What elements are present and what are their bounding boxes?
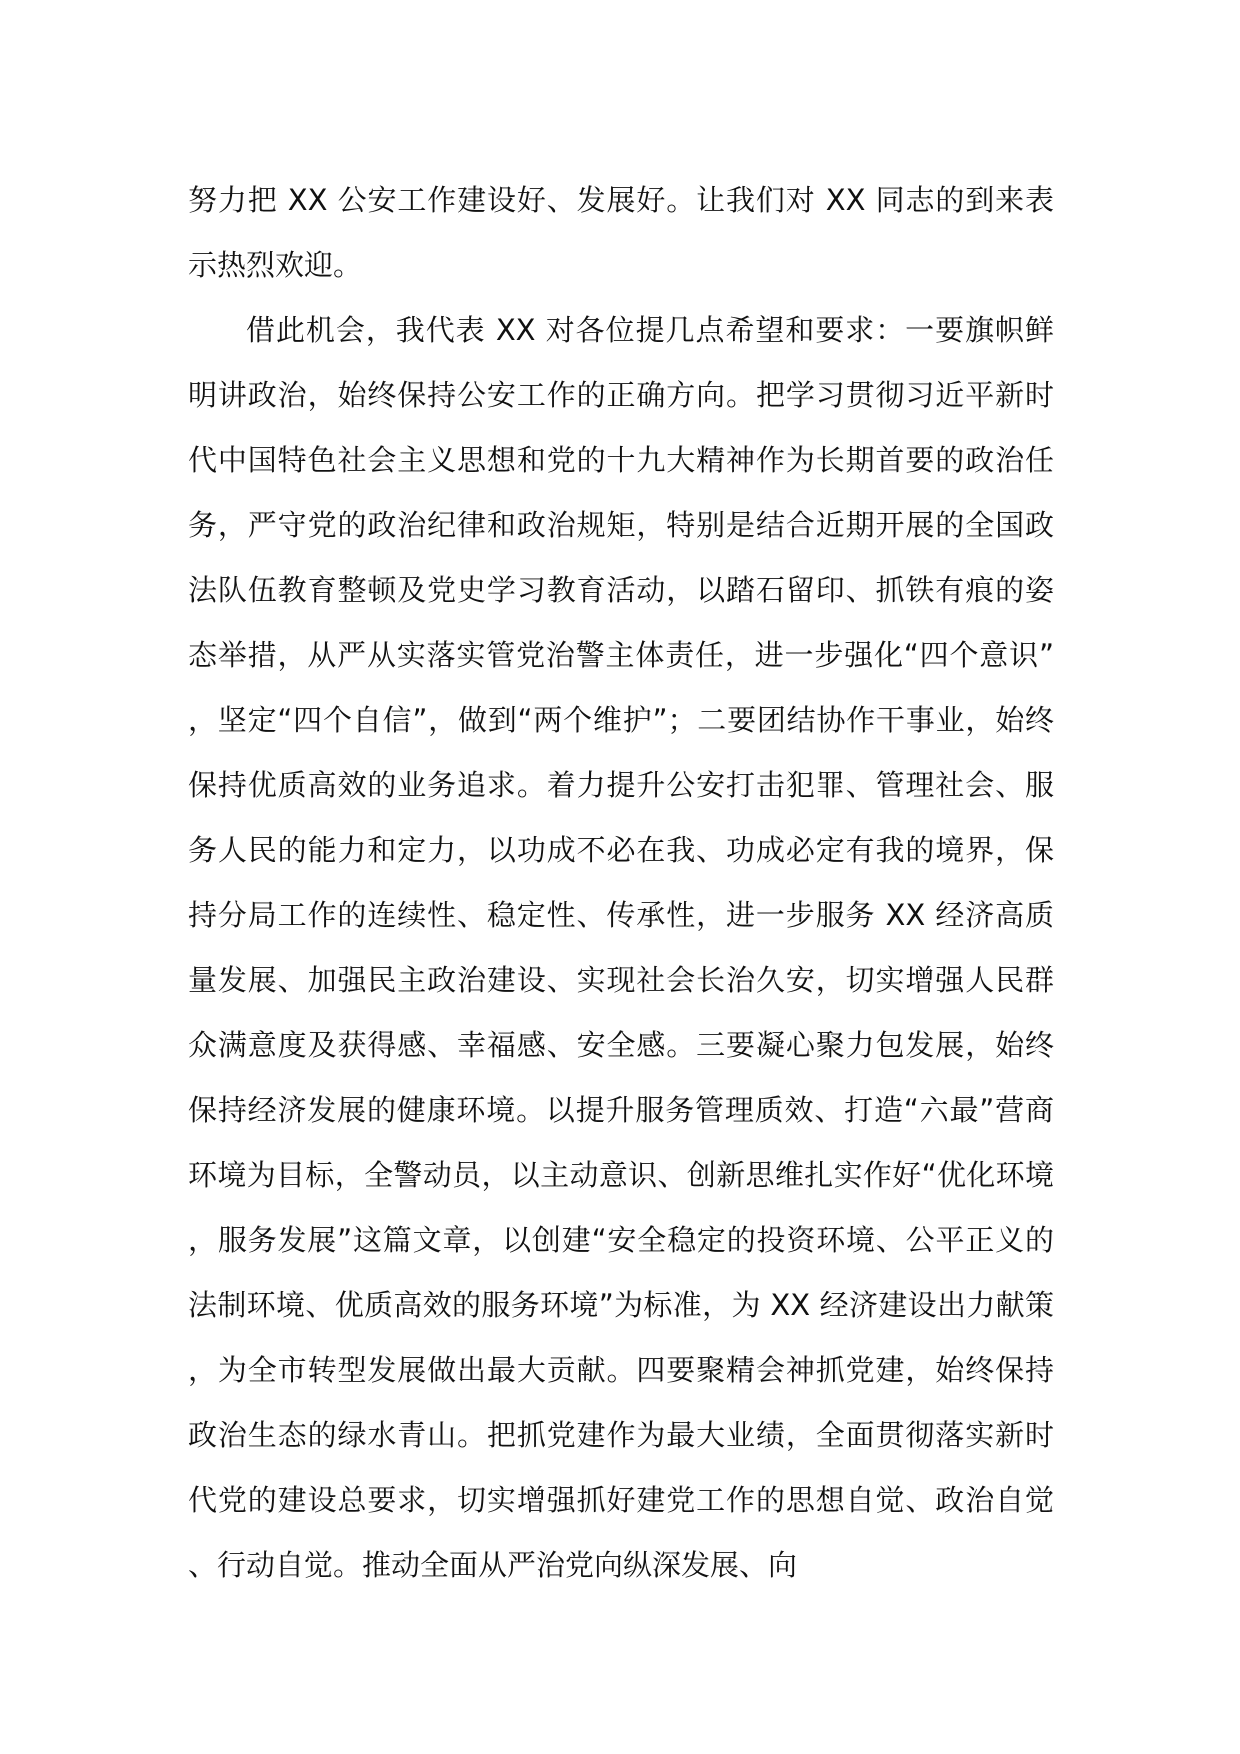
paragraph-requirements: 借此机会，我代表 XX 对各位提几点希望和要求：一要旗帜鲜明讲政治，始终保持公安工作的正确方向。把学习贯彻习近平新时代中国特色社会主义思想和党的十九大精神作为长期首要的政治任务，严守党的政治纪律和政治规矩，特别是结合近期开展的全国政法队伍教育整顿及党史学习教育活动，以踏石留印、抓铁有痕的姿态举措，从严从实落实管党治警主体责任，进一步强化“四个意识”，坚定“四个自信”，做到“两个维护”；二要团结协作干事业，始终保持优质高效的业务追求。着力提升公安打击犯罪、管理社会、服务人民的能力和定力，以功成不必在我、功成必定有我的境界，保持分局工作的连续性、稳定性、传承性，进一步服务 XX 经济高质量发展、加强民主政治建设、实现社会长治久安，切实增强人民群众满意度及获得感、幸福感、安全感。三要凝心聚力包发展，始终保持经济发展的健康环境。以提升服务管理质效、打造“六最”营商环境为目标，全警动员，以主动意识、创新思维扎实作好“优化环境，服务发展”这篇文章，以创建“安全稳定的投资环境、公平正义的法制环境、优质高效的服务环境”为标准，为 XX 经济建设出力献策，为全市转型发展做出最大贡献。四要聚精会神抓党建，始终保持政治生态的绿水青山。把抓党建作为最大业绩，全面贯彻落实新时代党的建设总要求，切实增强抓好建党工作的思想自觉、政治自觉、行动自觉。推动全面从严治党向纵深发展、向 xyxy=(188,313,1054,1582)
paragraph-continuation: 努力把 XX 公安工作建设好、发展好。让我们对 XX 同志的到来表示热烈欢迎。 xyxy=(188,183,1054,282)
document-body xyxy=(188,168,1054,1598)
